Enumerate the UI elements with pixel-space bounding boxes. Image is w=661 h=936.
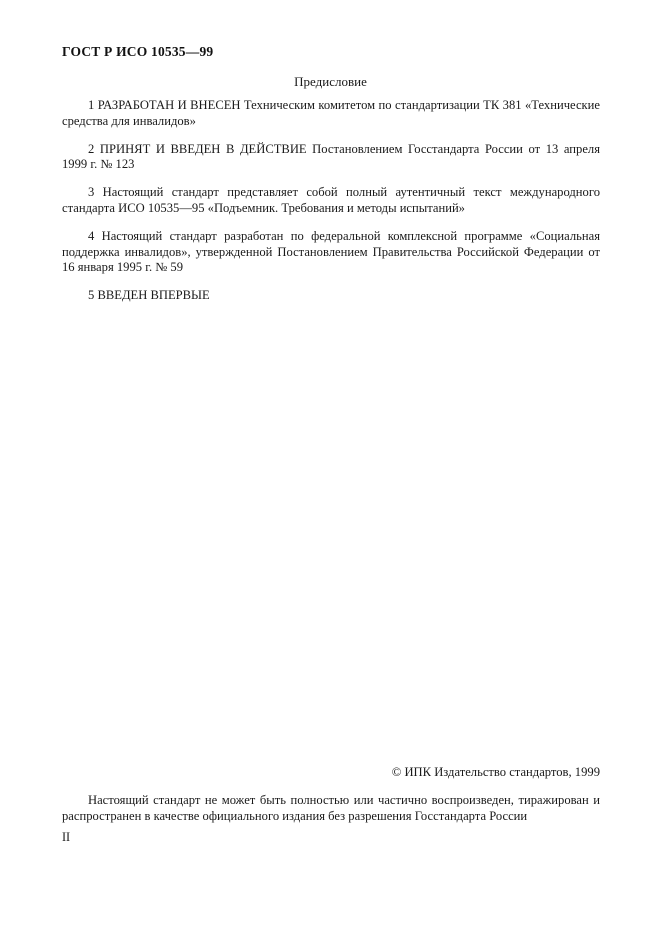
reproduction-notice: Настоящий стандарт не может быть полностью или частично воспроизведен, тиражирован и распространен в качестве официального издания без разрешения Госстандарта России — [62, 793, 600, 823]
foreword-body — [62, 98, 600, 304]
document-header-standard-number: ГОСТ Р ИСО 10535—99 — [62, 44, 214, 59]
foreword-item-4: 4 Настоящий стандарт разработан по федеральной комплексной программе «Социальная поддержка инвалидов», утвержденной Постановлением Правительства Российской Федерации от 16 января 1995 г. № 59 — [62, 229, 600, 275]
foreword-item-1: 1 РАЗРАБОТАН И ВНЕСЕН Техническим комитетом по стандартизации ТК 381 «Технические средства для инвалидов» — [62, 98, 600, 128]
foreword-item-3: 3 Настоящий стандарт представляет собой полный аутентичный текст международного стандарта ИСО 10535—95 «Подъемник. Требования и методы испытаний» — [62, 185, 600, 215]
section-title-foreword: Предисловие — [294, 74, 367, 89]
copyright-line: © ИПК Издательство стандартов, 1999 — [391, 765, 600, 779]
foreword-item-2: 2 ПРИНЯТ И ВВЕДЕН В ДЕЙСТВИЕ Постановлением Госстандарта России от 13 апреля 1999 г. № 123 — [62, 141, 600, 172]
foreword-item-5: 5 ВВЕДЕН ВПЕРВЫЕ — [88, 288, 210, 303]
page-number: II — [62, 830, 71, 844]
